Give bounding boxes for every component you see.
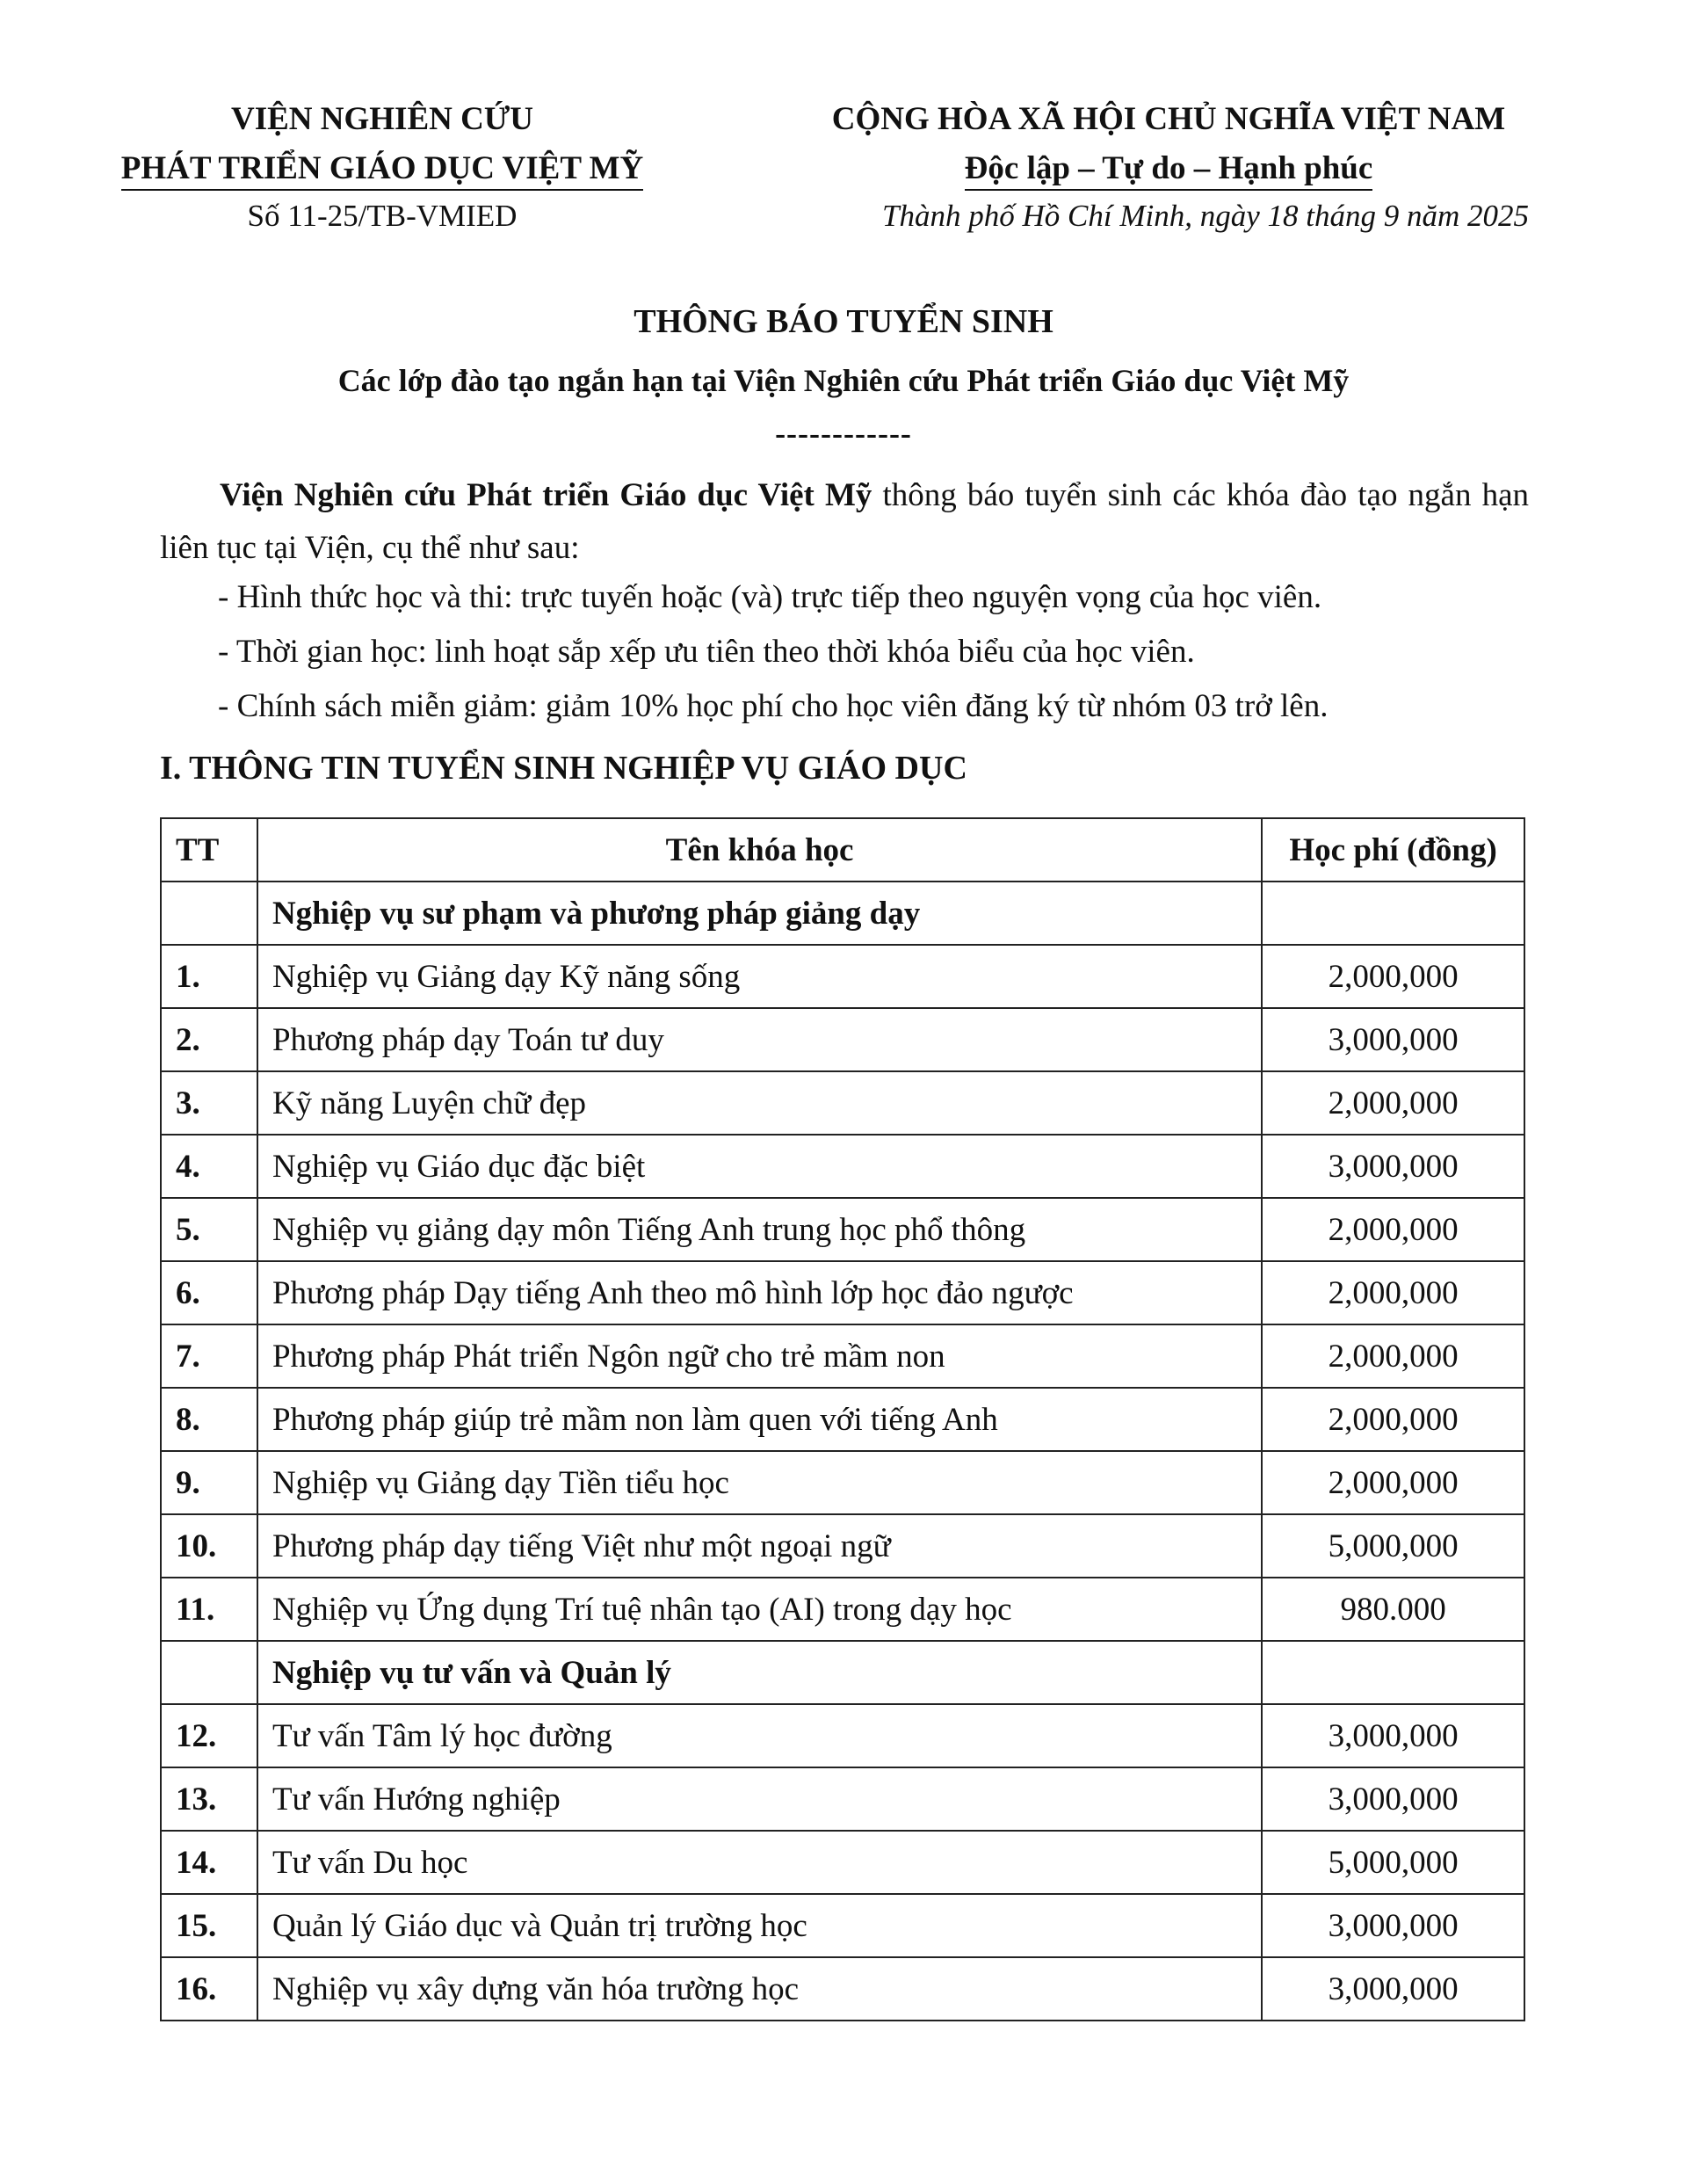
row-number: 2. xyxy=(161,1008,257,1071)
document-subtitle: Các lớp đào tạo ngắn hạn tại Viện Nghiên cứu Phát triển Giáo dục Việt Mỹ xyxy=(337,363,1350,398)
bullet-study-time: - Thời gian học: linh hoạt sắp xếp ưu tiên theo thời khóa biểu của học viên. xyxy=(218,634,1195,670)
table-row xyxy=(161,945,1524,1008)
course-fee: 3,000,000 xyxy=(1262,1704,1524,1767)
course-name: Nghiệp vụ Giảng dạy Kỹ năng sống xyxy=(257,945,1262,1008)
table-row xyxy=(161,1451,1524,1514)
course-fee: 5,000,000 xyxy=(1262,1514,1524,1578)
table-row xyxy=(161,1957,1524,2021)
table-row xyxy=(161,1831,1524,1894)
course-name: Quản lý Giáo dục và Quản trị trường học xyxy=(257,1894,1262,1957)
course-name: Phương pháp Phát triển Ngôn ngữ cho trẻ mầm non xyxy=(257,1324,1262,1388)
course-name: Tư vấn Hướng nghiệp xyxy=(257,1767,1262,1831)
row-number: 4. xyxy=(161,1135,257,1198)
table-row xyxy=(161,1071,1524,1135)
document-number: Số 11-25/TB-VMIED xyxy=(247,199,518,233)
row-number: 9. xyxy=(161,1451,257,1514)
section-heading: I. THÔNG TIN TUYỂN SINH NGHIỆP VỤ GIÁO DỤC xyxy=(160,750,967,787)
course-fee: 2,000,000 xyxy=(1262,945,1524,1008)
col-header-course: Tên khóa học xyxy=(257,818,1262,882)
course-name: Phương pháp dạy tiếng Việt như một ngoại ngữ xyxy=(257,1514,1262,1578)
row-number: 5. xyxy=(161,1198,257,1261)
row-number: 7. xyxy=(161,1324,257,1388)
place-and-date: Thành phố Hồ Chí Minh, ngày 18 tháng 9 năm 2025 xyxy=(882,199,1529,233)
group-title: Nghiệp vụ tư vấn và Quản lý xyxy=(257,1641,1262,1704)
nation-motto: Độc lập – Tự do – Hạnh phúc xyxy=(965,149,1373,191)
course-fee: 2,000,000 xyxy=(1262,1198,1524,1261)
courses-table xyxy=(160,817,1525,2021)
bullet-study-format: - Hình thức học và thi: trực tuyến hoặc (và) trực tiếp theo nguyện vọng của học viên. xyxy=(218,579,1322,615)
row-number: 11. xyxy=(161,1578,257,1641)
course-fee: 3,000,000 xyxy=(1262,1894,1524,1957)
title-separator: ------------ xyxy=(775,416,912,451)
row-number: 3. xyxy=(161,1071,257,1135)
row-number: 8. xyxy=(161,1388,257,1451)
course-fee: 2,000,000 xyxy=(1262,1261,1524,1324)
table-row xyxy=(161,1135,1524,1198)
course-name: Phương pháp giúp trẻ mầm non làm quen với tiếng Anh xyxy=(257,1388,1262,1451)
row-number: 15. xyxy=(161,1894,257,1957)
intro-text: thông báo tuyển sinh các khóa đào tạo ngắn hạn liên tục tại Viện, cụ thể như sau: xyxy=(160,477,1529,566)
course-fee: 980.000 xyxy=(1262,1578,1524,1641)
course-name: Tư vấn Tâm lý học đường xyxy=(257,1704,1262,1767)
group-row xyxy=(161,882,1524,945)
course-name: Nghiệp vụ Giáo dục đặc biệt xyxy=(257,1135,1262,1198)
course-fee: 5,000,000 xyxy=(1262,1831,1524,1894)
row-number: 12. xyxy=(161,1704,257,1767)
table-row xyxy=(161,1514,1524,1578)
org-name-line1: VIỆN NGHIÊN CỨU xyxy=(231,101,533,137)
col-header-fee: Học phí (đồng) xyxy=(1262,818,1524,882)
course-fee: 2,000,000 xyxy=(1262,1388,1524,1451)
table-header-row xyxy=(161,818,1524,882)
course-name: Phương pháp dạy Toán tư duy xyxy=(257,1008,1262,1071)
row-number: 13. xyxy=(161,1767,257,1831)
course-name: Nghiệp vụ xây dựng văn hóa trường học xyxy=(257,1957,1262,2021)
table-row xyxy=(161,1008,1524,1071)
row-number: 6. xyxy=(161,1261,257,1324)
table-row xyxy=(161,1388,1524,1451)
course-fee: 2,000,000 xyxy=(1262,1324,1524,1388)
course-name: Phương pháp Dạy tiếng Anh theo mô hình lớp học đảo ngược xyxy=(257,1261,1262,1324)
course-name: Tư vấn Du học xyxy=(257,1831,1262,1894)
row-number: 10. xyxy=(161,1514,257,1578)
bullet-discount-policy: - Chính sách miễn giảm: giảm 10% học phí cho học viên đăng ký từ nhóm 03 trở lên. xyxy=(218,688,1329,724)
intro-org-name: Viện Nghiên cứu Phát triển Giáo dục Việt Mỹ xyxy=(220,477,872,513)
organization-header xyxy=(114,95,650,193)
table-row xyxy=(161,1894,1524,1957)
group-title: Nghiệp vụ sư phạm và phương pháp giảng dạy xyxy=(257,882,1262,945)
nation-title: CỘNG HÒA XÃ HỘI CHỦ NGHĨA VIỆT NAM xyxy=(831,101,1506,137)
org-name-line2: PHÁT TRIỂN GIÁO DỤC VIỆT MỸ xyxy=(121,149,644,191)
course-fee: 3,000,000 xyxy=(1262,1135,1524,1198)
course-fee: 3,000,000 xyxy=(1262,1957,1524,2021)
course-fee: 2,000,000 xyxy=(1262,1071,1524,1135)
intro-paragraph xyxy=(160,469,1529,575)
course-fee: 3,000,000 xyxy=(1262,1008,1524,1071)
table-row xyxy=(161,1324,1524,1388)
row-number: 16. xyxy=(161,1957,257,2021)
row-number: 14. xyxy=(161,1831,257,1894)
national-header xyxy=(764,95,1573,193)
group-row xyxy=(161,1641,1524,1704)
course-name: Nghiệp vụ Giảng dạy Tiền tiểu học xyxy=(257,1451,1262,1514)
table-row xyxy=(161,1704,1524,1767)
table-row xyxy=(161,1261,1524,1324)
document-title: THÔNG BÁO TUYỂN SINH xyxy=(634,303,1053,340)
col-header-no: TT xyxy=(161,818,257,882)
course-name: Kỹ năng Luyện chữ đẹp xyxy=(257,1071,1262,1135)
table-row xyxy=(161,1578,1524,1641)
course-fee: 3,000,000 xyxy=(1262,1767,1524,1831)
table-row xyxy=(161,1767,1524,1831)
course-name: Nghiệp vụ giảng dạy môn Tiếng Anh trung học phổ thông xyxy=(257,1198,1262,1261)
course-name: Nghiệp vụ Ứng dụng Trí tuệ nhân tạo (AI) trong dạy học xyxy=(257,1578,1262,1641)
course-fee: 2,000,000 xyxy=(1262,1451,1524,1514)
row-number: 1. xyxy=(161,945,257,1008)
table-row xyxy=(161,1198,1524,1261)
